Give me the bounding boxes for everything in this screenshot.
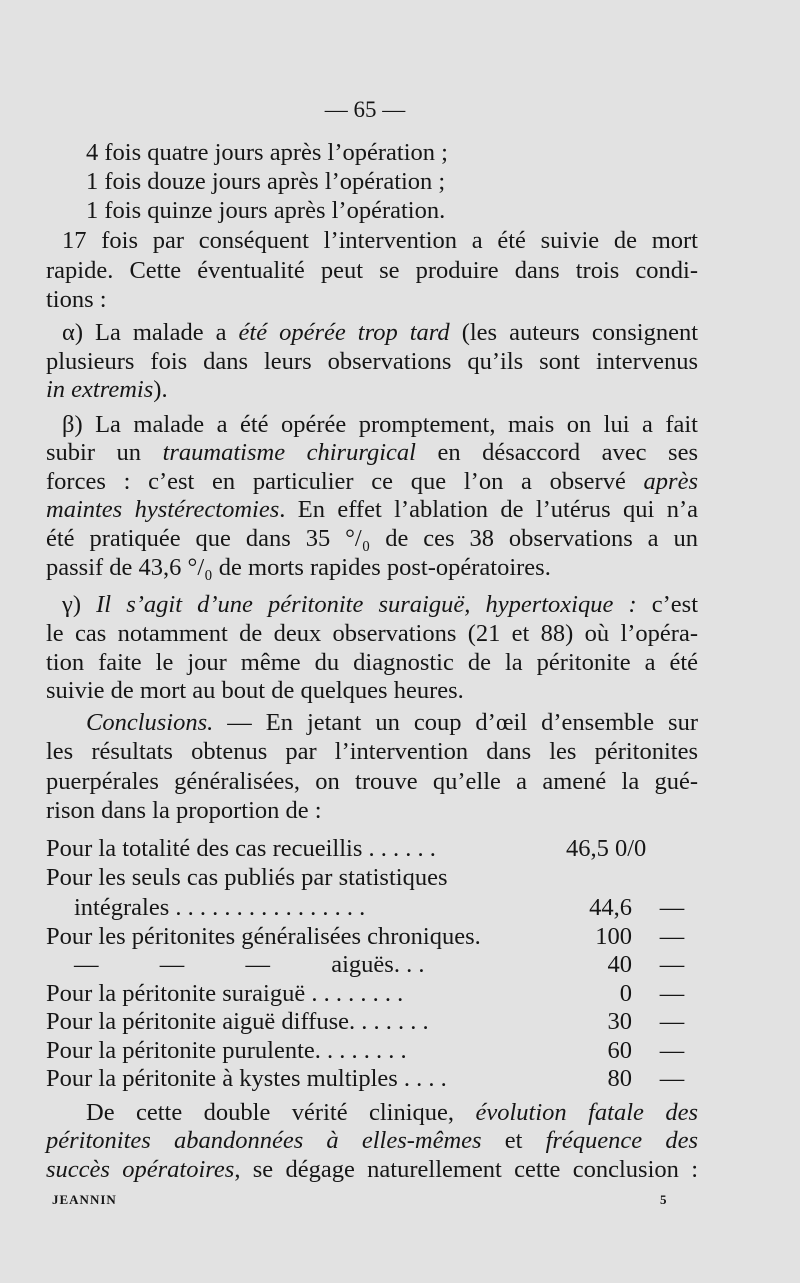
row-value: 80 (607, 1065, 632, 1092)
text-line: rison dans la proportion de : (46, 797, 322, 824)
text-line: De cette double vérité clinique, évolution fatale des (86, 1099, 698, 1126)
row-value: 30 (607, 1008, 632, 1035)
text-line: 1 fois douze jours après l’opération ; (86, 168, 446, 195)
text-line: plusieurs fois dans leurs observations qu’ils sont intervenus (46, 348, 698, 375)
row-dash: — (659, 1008, 685, 1035)
row-label: Pour la péritonite aiguë diffuse. . . . . . . (46, 1008, 429, 1035)
row-dash: — (659, 1065, 685, 1092)
text-line: γ) Il s’agit d’une péritonite suraiguë, hypertoxique : c’est (62, 591, 698, 618)
row-label: Pour la totalité des cas recueillis . . . . . . (46, 835, 436, 862)
row-label: Pour la péritonite suraiguë . . . . . . . . (46, 980, 404, 1007)
row-value: 100 (595, 923, 632, 950)
text-line: 17 fois par conséquent l’intervention a été suivie de mort (62, 227, 698, 254)
text-line: puerpérales généralisées, on trouve qu’elle a amené la gué- (46, 768, 698, 795)
text-line: suivie de mort au bout de quelques heures. (46, 677, 464, 704)
row-dash: — (659, 923, 685, 950)
text-line: tions : (46, 286, 107, 313)
text-line: péritonites abandonnées à elles-mêmes et fréquence des (46, 1127, 698, 1154)
row-label: Pour la péritonite purulente. . . . . . . . (46, 1037, 407, 1064)
text-line: maintes hystérectomies. En effet l’ablation de l’utérus qui n’a (46, 496, 698, 523)
text-line: in extremis). (46, 376, 168, 403)
footer-author: JEANNIN (52, 1192, 117, 1207)
signature-mark: 5 (660, 1192, 668, 1207)
text-line: été pratiquée que dans 35 °/₀ de ces 38 observations a un (46, 525, 698, 552)
text-line: tion faite le jour même du diagnostic de la péritonite a été (46, 649, 698, 676)
row-label: intégrales . . . . . . . . . . . . . . . . (74, 894, 366, 921)
row-label: Pour la péritonite à kystes multiples . . . . (46, 1065, 447, 1092)
text-line: le cas notamment de deux observations (21 et 88) où l’opéra- (46, 620, 698, 647)
row-dash: — (659, 980, 685, 1007)
row-value: 40 (607, 951, 632, 978)
text-line: les résultats obtenus par l’intervention dans les péritonites (46, 738, 698, 765)
text-line: Conclusions. — En jetant un coup d’œil d’ensemble sur (86, 709, 698, 736)
row-label: Pour les péritonites généralisées chroniques. (46, 923, 481, 950)
row-value: 44,6 (589, 894, 632, 921)
row-value: 60 (607, 1037, 632, 1064)
row-dash: — (659, 1037, 685, 1064)
page-number: — 65 — (324, 97, 406, 122)
text-line: rapide. Cette éventualité peut se produire dans trois condi- (46, 257, 698, 284)
row-value: 46,5 0/0 (566, 835, 647, 862)
text-line: α) La malade a été opérée trop tard (les auteurs consignent (62, 319, 698, 346)
text-line: 1 fois quinze jours après l’opération. (86, 197, 446, 224)
row-dash: — (659, 894, 685, 921)
text-line: passif de 43,6 °/₀ de morts rapides post-opératoires. (46, 554, 551, 581)
row-label: — — — aiguës. . . (74, 951, 425, 978)
text-line: 4 fois quatre jours après l’opération ; (86, 139, 448, 166)
text-line: β) La malade a été opérée promptement, mais on lui a fait (62, 411, 698, 438)
row-value: 0 (619, 980, 632, 1007)
row-label: Pour les seuls cas publiés par statistiques (46, 864, 448, 891)
row-dash: — (659, 951, 685, 978)
text-line: forces : c’est en particulier ce que l’on a observé après (46, 468, 698, 495)
text-line: succès opératoires, se dégage naturellement cette conclusion : (46, 1156, 699, 1183)
text-line: subir un traumatisme chirurgical en désaccord avec ses (46, 439, 698, 466)
